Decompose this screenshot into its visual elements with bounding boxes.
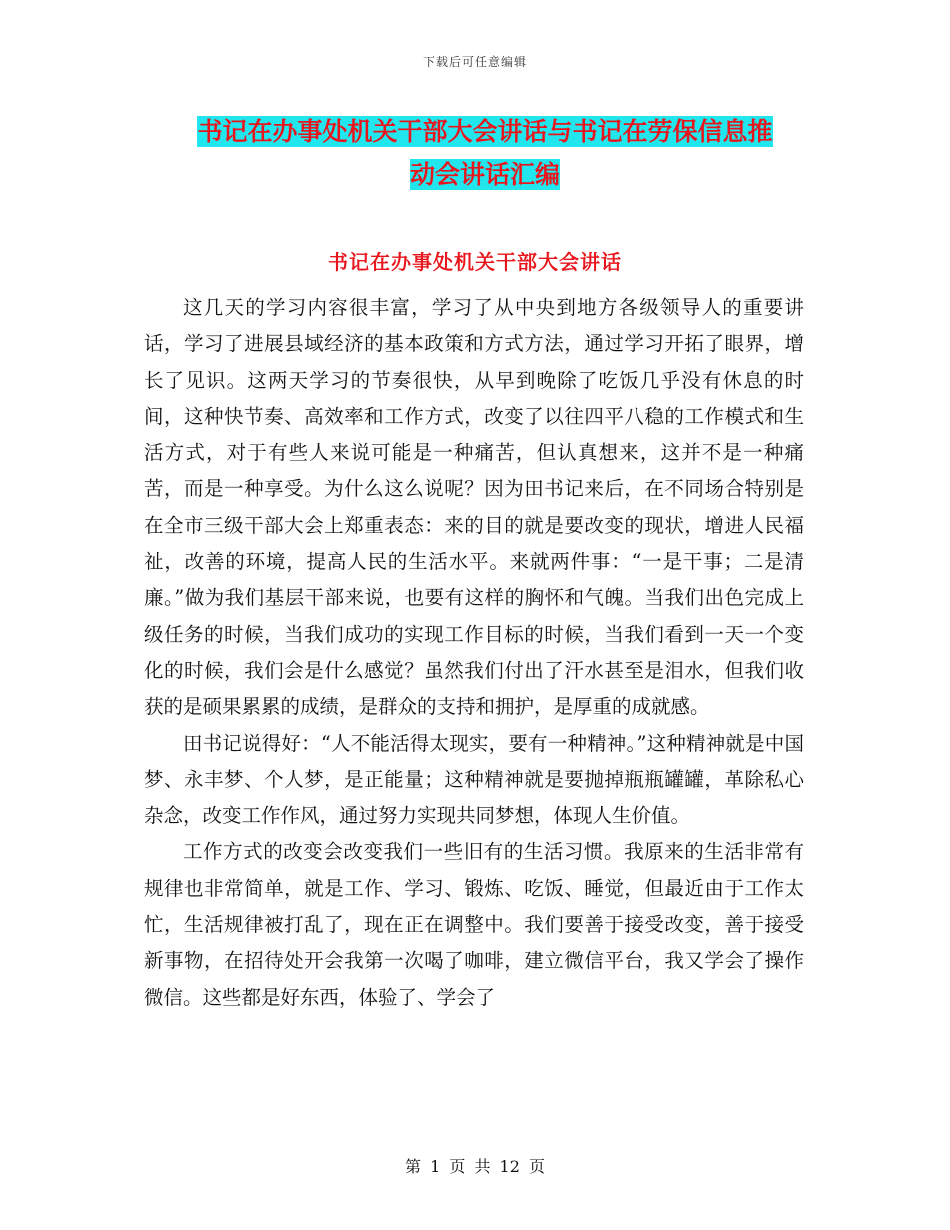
paragraph: 工作方式的改变会改变我们一些旧有的生活习惯。我原来的生活非常有规律也非常简单，就是工作、学习、锻炼、吃饭、睡觉，但最近由于工作太忙，生活规律被打乱了，现在正在调整中。我们要善于接受改变，善于接受新事物，在招待处开会我第一次喝了咖啡，建立微信平台，我又学会了操作微信。这些都是好东西，体验了、学会了 — [144, 840, 804, 1009]
document-title-line-1: 书记在办事处机关干部大会讲话与书记在劳保信息推 — [197, 117, 773, 146]
paragraph: 这几天的学习内容很丰富，学习了从中央到地方各级领导人的重要讲话，学习了进展县域经济的基本政策和方式方法，通过学习开拓了眼界，增长了见识。这两天学习的节奏很快，从早到晚除了吃饭几乎没有休息的时间，这种快节奏、高效率和工作方式，改变了以往四平八稳的工作模式和生活方式，对于有些人来说可能是一种痛苦，但认真想来，这并不是一种痛苦，而是一种享受。为什么这么说呢？因为田书记来后，在不同场合特别是在全市三级干部大会上郑重表态：来的目的就是要改变的现状，增进人民福祉，改善的环境，提高人民的生活水平。来就两件事：“一是干事；二是清廉。”做为我们基层干部来说，也要有这样的胸怀和气魄。当我们出色完成上级任务的时候，当我们成功的实现工作目标的时候，当我们看到一天一个变化的时候，我们会是什么感觉？虽然我们付出了汗水甚至是泪水，但我们收获的是硕果累累的成绩，是群众的支持和拥护，是厚重的成就感。 — [144, 296, 804, 719]
body-text — [144, 290, 804, 1016]
header-note: 下载后可任意编辑 — [422, 55, 527, 69]
paragraph: 田书记说得好：“人不能活得太现实，要有一种精神。”这种精神就是中国梦、永丰梦、个人梦，是正能量；这种精神就是要抛掉瓶瓶罐罐，革除私心杂念，改变工作作风，通过努力实现共同梦想，体现人生价值。 — [144, 731, 804, 828]
document-title — [140, 110, 830, 196]
page-footer: 第 1 页 共 12 页 — [405, 1157, 545, 1176]
document-title-line-2: 动会讲话汇编 — [409, 160, 560, 189]
section-title: 书记在办事处机关干部大会讲话 — [328, 250, 622, 274]
